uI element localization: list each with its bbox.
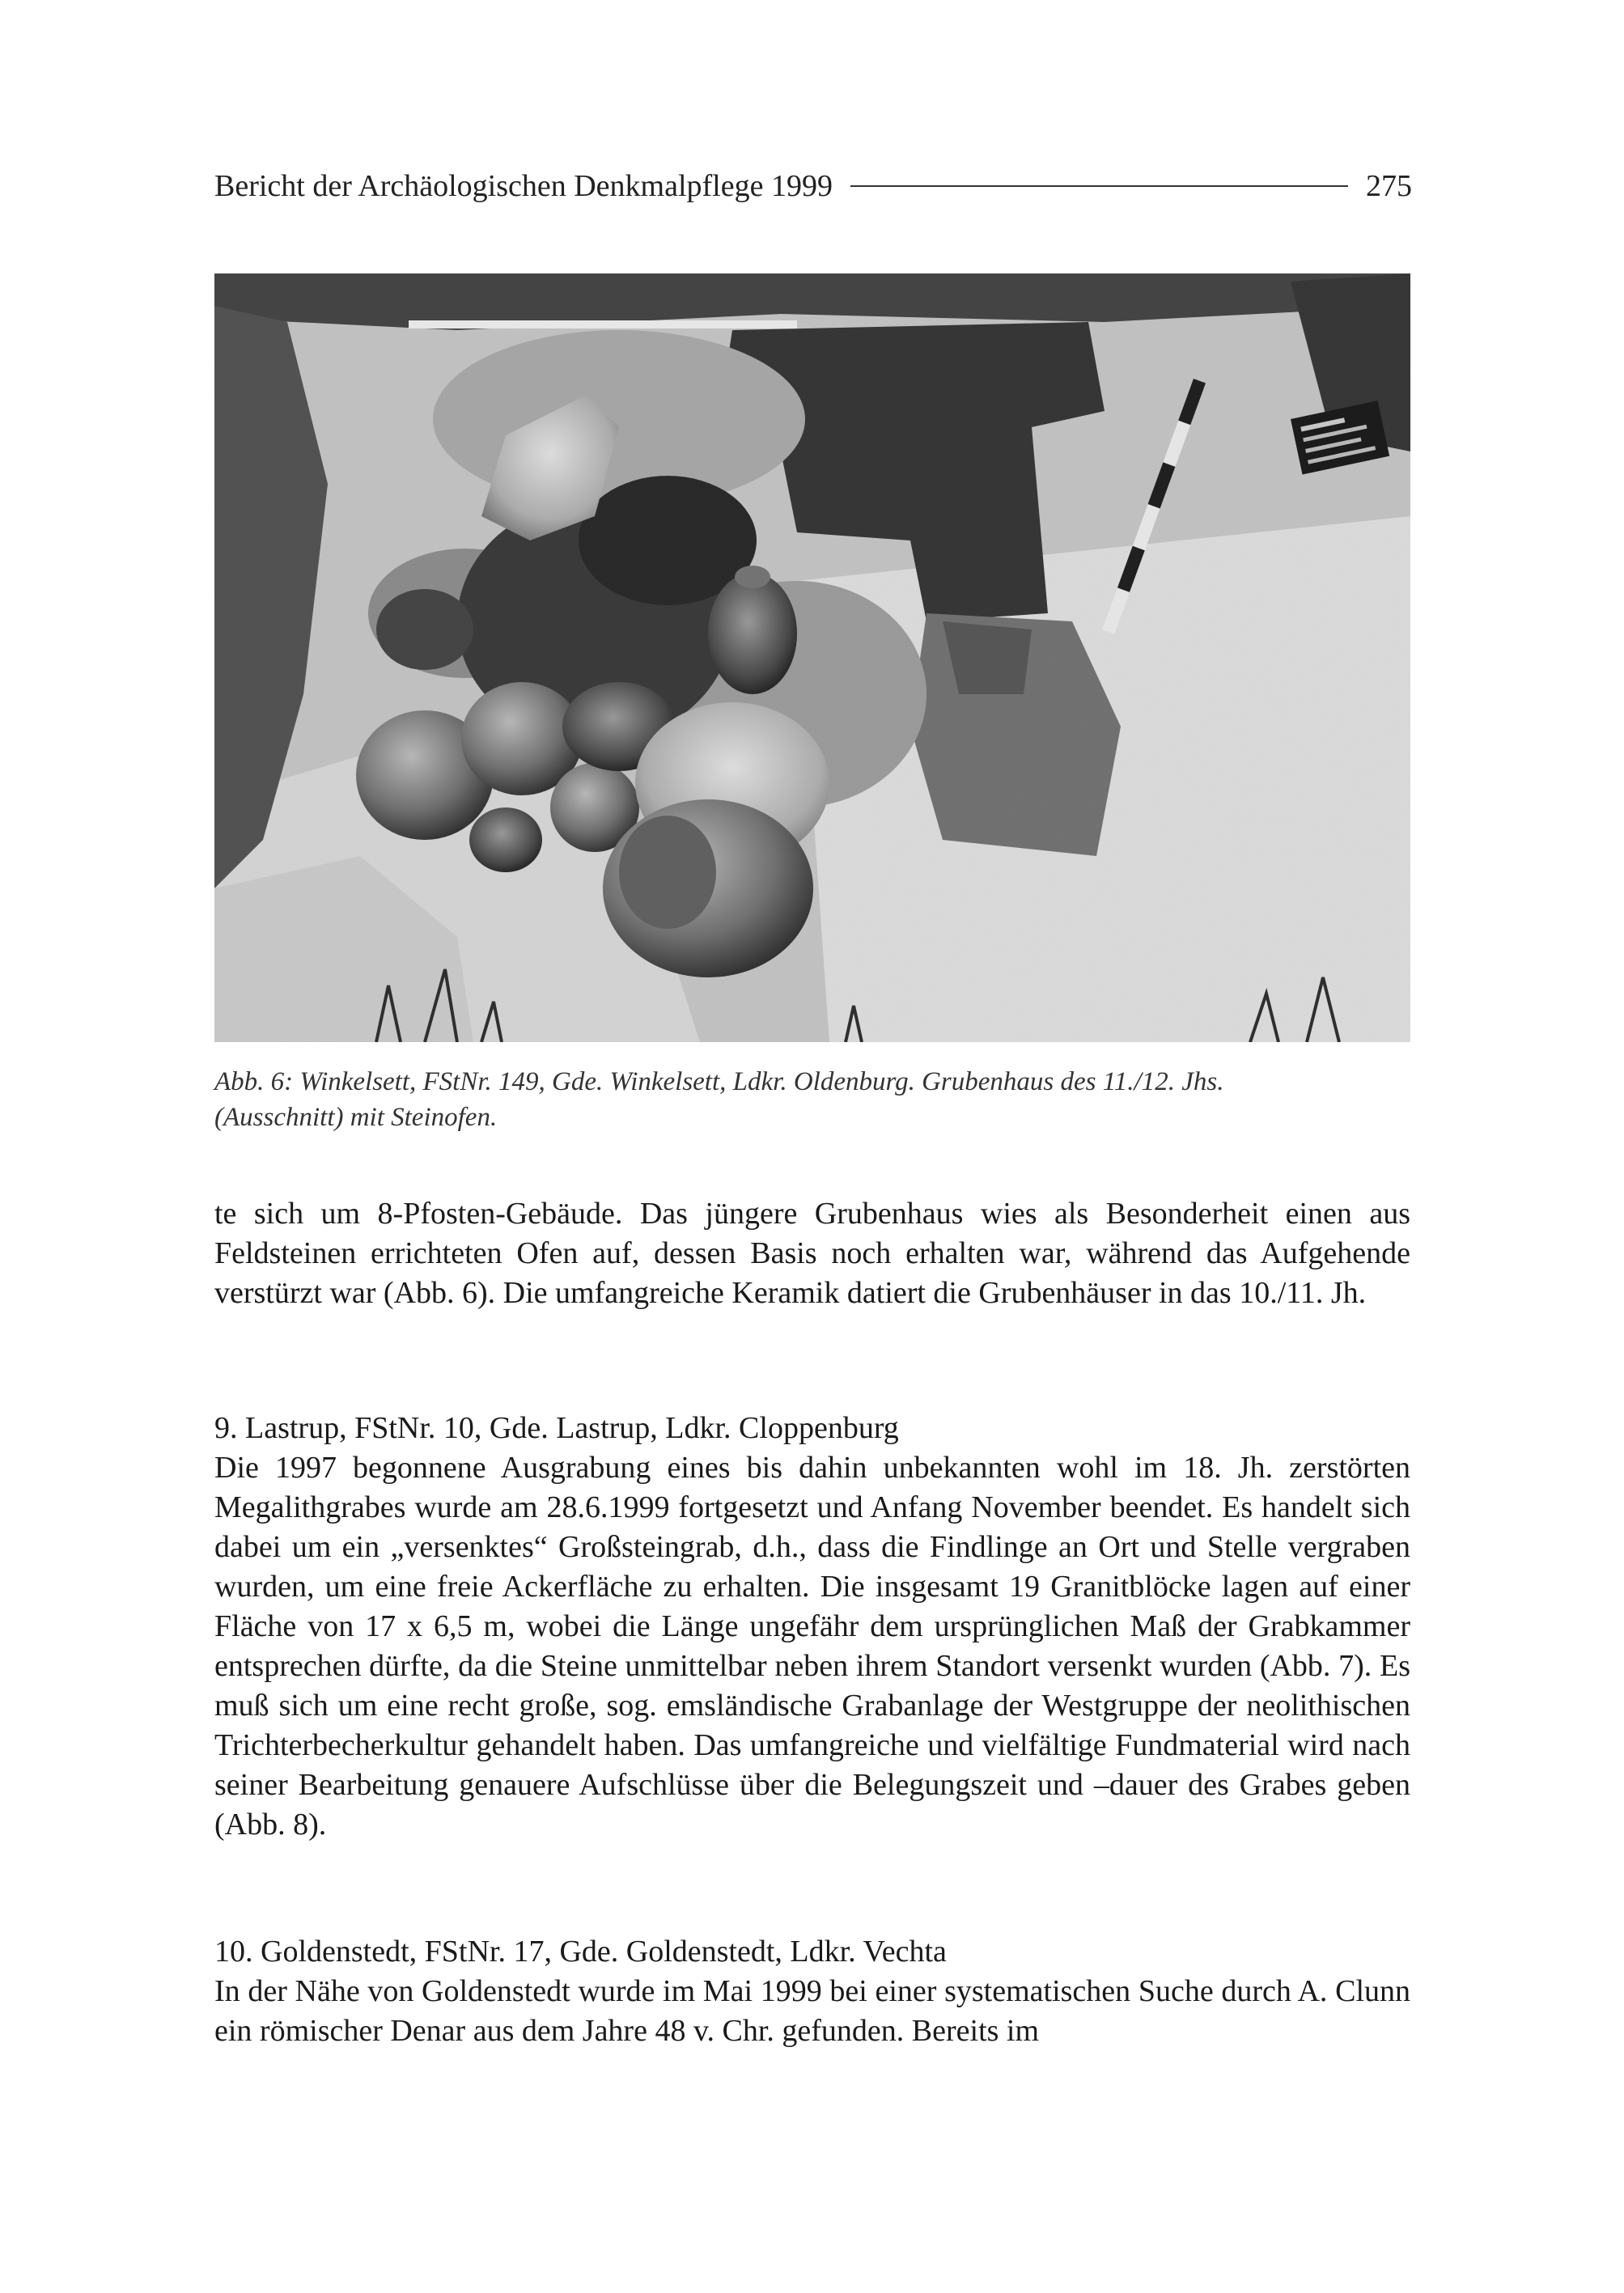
page-number: 275 [1366,169,1412,203]
section-9-heading: 9. Lastrup, FStNr. 10, Gde. Lastrup, Ldkr. Cloppenburg [214,1411,899,1445]
excavation-photo-image [214,273,1410,1042]
running-header-title: Bericht der Archäologischen Denkmalpflege 1999 [214,169,833,203]
section-10-text: In der Nähe von Goldenstedt wurde im Mai 1999 bei einer systematischen Suche durch A. Clunn ein römischer Denar aus dem Jahre 48 v. Chr. gefunden. Bereits im [214,1974,1410,2048]
continuation-paragraph [214,1194,1410,1313]
figure-caption-line-1: Abb. 6: Winkelsett, FStNr. 149, Gde. Winkelsett, Ldkr. Oldenburg. Grubenhaus des 11./12. Jhs. [214,1067,1224,1096]
running-header [214,162,1412,210]
figure-caption-line-2: (Ausschnitt) mit Steinofen. [214,1103,498,1132]
section-10-heading: 10. Goldenstedt, FStNr. 17, Gde. Goldenstedt, Ldkr. Vechta [214,1935,947,1969]
excavation-photo [214,273,1410,1042]
section-10 [214,1932,1410,2051]
continuation-paragraph-text: te sich um 8-Pfosten-Gebäude. Das jüngere Grubenhaus wies als Besonderheit einen aus Feldsteinen errichteten Ofen auf, dessen Basis noch erhalten war, während das Aufgehende verstürzt war (Abb. 6). Die umfangreiche Keramik datiert die Grubenhäuser in das 10./11. Jh. [214,1197,1410,1310]
header-rule [850,185,1348,187]
figure-caption [214,1064,1410,1135]
section-9-text: Die 1997 begonnene Ausgrabung eines bis dahin unbekannten wohl im 18. Jh. zerstörten Megalithgrabes wurde am 28.6.1999 fortgesetzt und Anfang November beendet. Es handelt sich dabei um ein „versenktes“ Großsteingrab, d.h., dass die Findlinge an Ort und Stelle vergraben wurden, um eine freie Ackerfläche zu erhalten. Die insgesamt 19 Granitblöcke lagen auf einer Fläche von 17 x 6,5 m, wobei die Länge ungefähr dem ursprünglichen Maß der Grabkammer entsprechen dürfte, da die Steine unmittelbar neben ihrem Standort versenkt wurden (Abb. 7). Es muß sich um eine recht große, sog. emsländische Grabanlage der Westgruppe der neolithischen Trichterbecherkultur gehandelt haben. Das umfangreiche und vielfältige Fundmaterial wird nach seiner Bearbeitung genauere Aufschlüsse über die Belegungszeit und –dauer des Grabes geben (Abb. 8). [214,1451,1410,1842]
section-9 [214,1409,1410,1845]
